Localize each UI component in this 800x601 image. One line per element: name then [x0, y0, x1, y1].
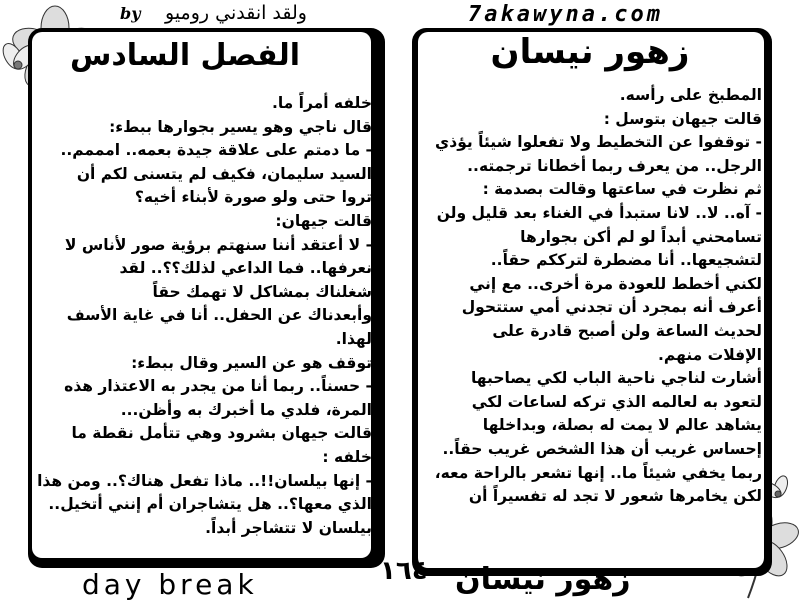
- text-line: وأبعدناك عن الحفل.. أنا في غاية الأسف: [66, 306, 372, 325]
- text-line: بيلسان لا تتشاجر أبداً.: [205, 518, 372, 537]
- footer-day-break: day break: [82, 568, 258, 601]
- text-line: نعرفها.. فما الداعي لذلك؟؟.. لقد: [119, 259, 372, 278]
- text-line: يشاهد عالم لا يمت له بصلة، وبداخلها: [482, 416, 762, 435]
- text-line: - لا أعتقد أننا سنهتم برؤية صور لأناس لا: [64, 235, 372, 254]
- text-line: المرة، فلدي ما أخبرك به وأظن...: [120, 400, 372, 419]
- text-line: - ما دمتم على علاقة جيدة بعمه.. امممم..: [60, 141, 372, 160]
- text-line: توقف هو عن السير وقال ببطء:: [131, 353, 372, 372]
- text-line: السيد سليمان، فكيف لم يتسنى لكم أن: [76, 164, 372, 183]
- text-line: الرجل.. من يعرف ربما أخطانا ترجمته..: [467, 156, 762, 175]
- page-number: ١٦٤: [380, 556, 428, 586]
- text-line: قالت جيهان بشرود وهي تتأمل نقطة ما: [71, 424, 372, 443]
- text-line: تسامحني أبداً لو لم أكن بجوارها: [520, 227, 762, 246]
- text-line: قال ناجي وهو يسير بجوارها ببطء:: [109, 117, 372, 136]
- text-line: لتعود به لعالمه الذي تركه لساعات لكي: [471, 392, 762, 411]
- text-line: قالت جيهان بتوسل :: [603, 109, 762, 128]
- text-line: - حسناً.. ربما أنا من يجدر به الاعتذار هذه: [64, 377, 372, 396]
- text-line: - إنها بيلسان!!.. ماذا تفعل هناك؟.. ومن هذا: [37, 471, 372, 490]
- text-line: - توقفوا عن التخطيط ولا تفعلوا شيئاً يؤذي: [435, 133, 762, 152]
- text-line: خلفه :: [322, 447, 372, 466]
- text-line: لكن يخامرها شعور لا تجد له تفسيراً أن: [468, 487, 762, 506]
- text-line: أعرف أنه بمجرد أن تجدني أمي ستتحول: [461, 298, 762, 317]
- author-by-label: by: [120, 4, 141, 23]
- text-line: خلفه أمراً ما.: [271, 94, 372, 112]
- text-line: المطبخ على رأسه.: [619, 86, 762, 104]
- text-line: إحساس غريب أن هذا الشخص غريب حقاً..: [442, 439, 762, 458]
- site-watermark: 7akawyna.com: [468, 2, 663, 27]
- right-page-text: [428, 84, 762, 509]
- author-name: ولقد انقدني روميو: [165, 2, 307, 24]
- text-line: قالت جيهان:: [275, 211, 372, 230]
- text-line: لكني أخطط للعودة مرة أخرى.. مع إني: [469, 274, 762, 293]
- left-page-text: [37, 92, 372, 540]
- text-line: لهذا.: [335, 329, 372, 348]
- text-line: أشارت لناجي ناحية الباب لكي يصاحبها: [470, 369, 762, 388]
- text-line: ربما يخفي شيئاً ما.. إنها تشعر بالراحة معه،: [434, 463, 762, 482]
- text-line: - آه.. لا.. لانا ستبدأ في الغناء بعد قليل ولن: [436, 203, 762, 222]
- text-line: لتشجيعها.. أنا مضطرة لترككم حقاً..: [490, 251, 762, 270]
- text-line: الإفلات منهم.: [658, 345, 762, 364]
- text-line: تروا حتى ولو صورة لأبناء أخيه؟: [134, 188, 372, 207]
- book-title: زهور نيسان: [490, 32, 690, 72]
- text-line: لحديث الساعة ولن أصبح قادرة على: [492, 321, 762, 340]
- text-line: ثم نظرت في ساعتها وقالت بصدمة :: [482, 180, 762, 199]
- text-line: شغلناك بمشاكل لا تهمك حقاً: [152, 282, 372, 301]
- footer-book-title: زهور نيسان: [455, 562, 631, 597]
- text-line: الذي معها؟.. هل يتشاجران أم إنني أتخيل..: [48, 495, 372, 514]
- chapter-title: الفصل السادس: [69, 38, 301, 73]
